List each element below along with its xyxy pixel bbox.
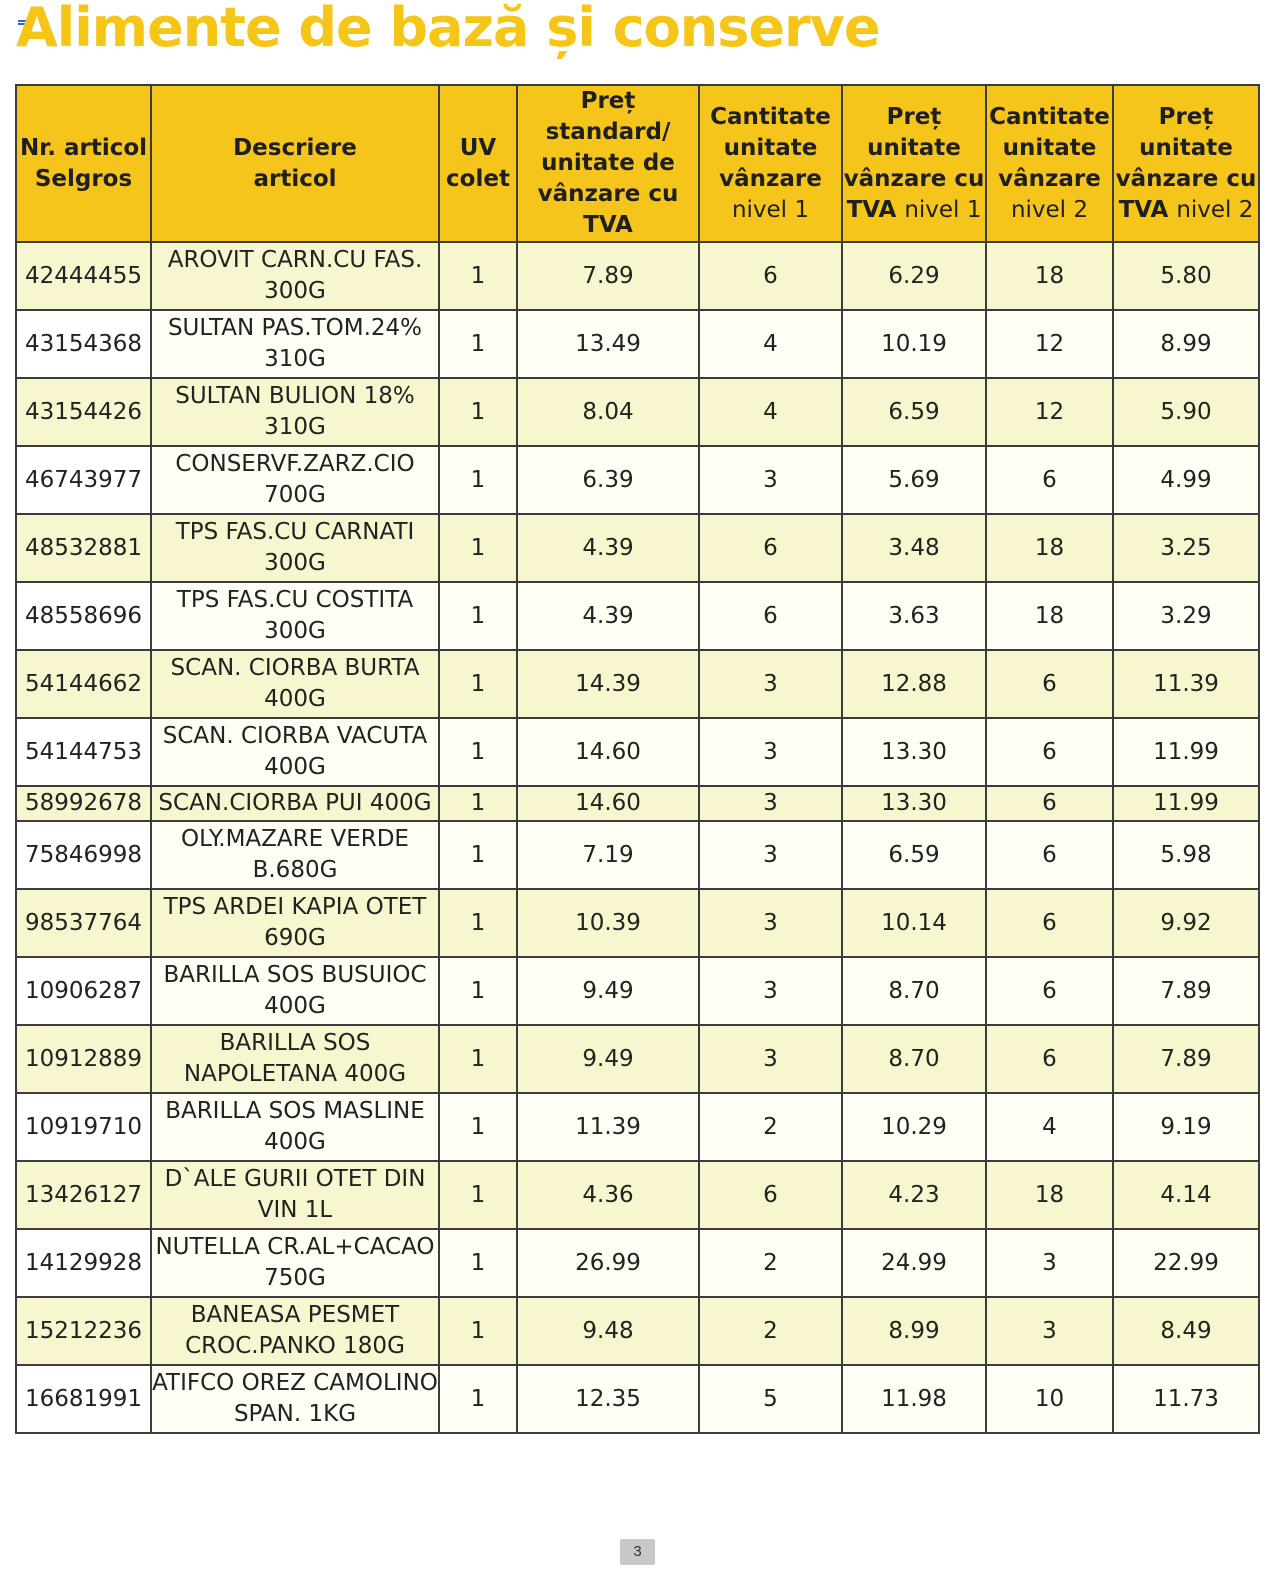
table-row (16, 957, 1259, 1025)
table-row (16, 650, 1259, 718)
uv-colet-cell: 1 (439, 242, 517, 310)
table-row (16, 1229, 1259, 1297)
standard-price-cell: 7.89 (517, 242, 699, 310)
header-pret-nivel1: Preț unitate vânzare cu TVA nivel 1 (842, 85, 986, 242)
price-level1-cell: 6.59 (842, 378, 986, 446)
header-descriere: Descriere articol (151, 85, 439, 242)
quantity-level1-cell: 3 (699, 889, 842, 957)
quantity-level2-cell: 18 (986, 582, 1113, 650)
price-level1-cell: 11.98 (842, 1365, 986, 1433)
table-row (16, 1365, 1259, 1433)
description-cell: BARILLA SOS NAPOLETANA 400G (151, 1025, 439, 1093)
table-row (16, 889, 1259, 957)
table-header-row (16, 85, 1259, 242)
uv-colet-cell: 1 (439, 378, 517, 446)
quantity-level2-cell: 10 (986, 1365, 1113, 1433)
price-level1-cell: 8.99 (842, 1297, 986, 1365)
price-level1-cell: 6.59 (842, 821, 986, 889)
quantity-level1-cell: 3 (699, 786, 842, 821)
table-row (16, 1297, 1259, 1365)
quantity-level2-cell: 6 (986, 821, 1113, 889)
quantity-level1-cell: 4 (699, 378, 842, 446)
table-row (16, 1093, 1259, 1161)
price-level2-cell: 8.99 (1113, 310, 1259, 378)
article-number-cell: 54144662 (16, 650, 151, 718)
quantity-level2-cell: 18 (986, 1161, 1113, 1229)
quantity-level1-cell: 6 (699, 1161, 842, 1229)
header-pret-standard: Preț standard/ unitate de vânzare cu TVA (517, 85, 699, 242)
price-level1-cell: 24.99 (842, 1229, 986, 1297)
price-level2-cell: 5.98 (1113, 821, 1259, 889)
uv-colet-cell: 1 (439, 957, 517, 1025)
uv-colet-cell: 1 (439, 1025, 517, 1093)
uv-colet-cell: 1 (439, 1229, 517, 1297)
article-number-cell: 43154368 (16, 310, 151, 378)
price-level1-cell: 10.14 (842, 889, 986, 957)
quantity-level2-cell: 6 (986, 786, 1113, 821)
quantity-level2-cell: 6 (986, 446, 1113, 514)
table-row (16, 310, 1259, 378)
uv-colet-cell: 1 (439, 1365, 517, 1433)
quantity-level1-cell: 6 (699, 582, 842, 650)
price-level2-cell: 8.49 (1113, 1297, 1259, 1365)
quantity-level2-cell: 18 (986, 514, 1113, 582)
standard-price-cell: 7.19 (517, 821, 699, 889)
header-pret-nivel2: Preț unitate vânzare cu TVA nivel 2 (1113, 85, 1259, 242)
quantity-level1-cell: 4 (699, 310, 842, 378)
quantity-level2-cell: 6 (986, 1025, 1113, 1093)
price-level1-cell: 3.48 (842, 514, 986, 582)
description-cell: TPS FAS.CU CARNATI 300G (151, 514, 439, 582)
quantity-level1-cell: 3 (699, 957, 842, 1025)
standard-price-cell: 10.39 (517, 889, 699, 957)
quantity-level2-cell: 12 (986, 378, 1113, 446)
description-cell: SULTAN BULION 18% 310G (151, 378, 439, 446)
quantity-level2-cell: 4 (986, 1093, 1113, 1161)
table-row (16, 514, 1259, 582)
table-row (16, 786, 1259, 821)
quantity-level2-cell: 6 (986, 718, 1113, 786)
standard-price-cell: 9.48 (517, 1297, 699, 1365)
description-cell: AROVIT CARN.CU FAS. 300G (151, 242, 439, 310)
uv-colet-cell: 1 (439, 650, 517, 718)
price-level2-cell: 11.99 (1113, 786, 1259, 821)
header-cantitate-nivel2: Cantitate unitate vânzare nivel 2 (986, 85, 1113, 242)
table-row (16, 1025, 1259, 1093)
price-level1-cell: 10.29 (842, 1093, 986, 1161)
price-level1-cell: 3.63 (842, 582, 986, 650)
article-number-cell: 13426127 (16, 1161, 151, 1229)
standard-price-cell: 11.39 (517, 1093, 699, 1161)
description-cell: BARILLA SOS BUSUIOC 400G (151, 957, 439, 1025)
quantity-level1-cell: 3 (699, 1025, 842, 1093)
price-level1-cell: 4.23 (842, 1161, 986, 1229)
page-title: Alimente de bază și conserve (16, 0, 880, 59)
description-cell: ATIFCO OREZ CAMOLINO SPAN. 1KG (151, 1365, 439, 1433)
price-level1-cell: 6.29 (842, 242, 986, 310)
description-cell: D`ALE GURII OTET DIN VIN 1L (151, 1161, 439, 1229)
uv-colet-cell: 1 (439, 514, 517, 582)
description-cell: BARILLA SOS MASLINE 400G (151, 1093, 439, 1161)
price-level1-cell: 13.30 (842, 718, 986, 786)
quantity-level1-cell: 3 (699, 650, 842, 718)
table-row (16, 378, 1259, 446)
price-level2-cell: 9.19 (1113, 1093, 1259, 1161)
price-level2-cell: 5.80 (1113, 242, 1259, 310)
header-nr-articol: Nr. articol Selgros (16, 85, 151, 242)
price-level1-cell: 8.70 (842, 957, 986, 1025)
quantity-level2-cell: 6 (986, 889, 1113, 957)
article-number-cell: 58992678 (16, 786, 151, 821)
description-cell: OLY.MAZARE VERDE B.680G (151, 821, 439, 889)
article-number-cell: 42444455 (16, 242, 151, 310)
quantity-level1-cell: 6 (699, 514, 842, 582)
article-number-cell: 10906287 (16, 957, 151, 1025)
description-cell: SULTAN PAS.TOM.24% 310G (151, 310, 439, 378)
price-table (15, 84, 1260, 1434)
article-number-cell: 43154426 (16, 378, 151, 446)
price-level2-cell: 7.89 (1113, 1025, 1259, 1093)
table-row (16, 446, 1259, 514)
table-row (16, 718, 1259, 786)
quantity-level2-cell: 18 (986, 242, 1113, 310)
description-cell: TPS ARDEI KAPIA OTET 690G (151, 889, 439, 957)
uv-colet-cell: 1 (439, 821, 517, 889)
quantity-level1-cell: 3 (699, 821, 842, 889)
article-number-cell: 10912889 (16, 1025, 151, 1093)
description-cell: CONSERVF.ZARZ.CIO 700G (151, 446, 439, 514)
quantity-level2-cell: 3 (986, 1229, 1113, 1297)
price-level2-cell: 11.73 (1113, 1365, 1259, 1433)
description-cell: BANEASA PESMET CROC.PANKO 180G (151, 1297, 439, 1365)
uv-colet-cell: 1 (439, 718, 517, 786)
standard-price-cell: 13.49 (517, 310, 699, 378)
price-level2-cell: 11.99 (1113, 718, 1259, 786)
quantity-level1-cell: 3 (699, 718, 842, 786)
standard-price-cell: 8.04 (517, 378, 699, 446)
quantity-level2-cell: 6 (986, 957, 1113, 1025)
table-row (16, 1161, 1259, 1229)
table-row (16, 242, 1259, 310)
uv-colet-cell: 1 (439, 1093, 517, 1161)
uv-colet-cell: 1 (439, 786, 517, 821)
price-level1-cell: 5.69 (842, 446, 986, 514)
uv-colet-cell: 1 (439, 889, 517, 957)
standard-price-cell: 12.35 (517, 1365, 699, 1433)
article-number-cell: 54144753 (16, 718, 151, 786)
standard-price-cell: 9.49 (517, 1025, 699, 1093)
header-uv-colet: UV colet (439, 85, 517, 242)
price-level2-cell: 3.25 (1113, 514, 1259, 582)
header-cantitate-nivel1: Cantitate unitate vânzare nivel 1 (699, 85, 842, 242)
description-cell: SCAN. CIORBA VACUTA 400G (151, 718, 439, 786)
standard-price-cell: 4.36 (517, 1161, 699, 1229)
price-level1-cell: 12.88 (842, 650, 986, 718)
standard-price-cell: 4.39 (517, 514, 699, 582)
quantity-level2-cell: 6 (986, 650, 1113, 718)
uv-colet-cell: 1 (439, 1297, 517, 1365)
description-cell: TPS FAS.CU COSTITA 300G (151, 582, 439, 650)
article-number-cell: 48558696 (16, 582, 151, 650)
price-level1-cell: 13.30 (842, 786, 986, 821)
standard-price-cell: 6.39 (517, 446, 699, 514)
quantity-level1-cell: 2 (699, 1093, 842, 1161)
price-level2-cell: 3.29 (1113, 582, 1259, 650)
quantity-level1-cell: 3 (699, 446, 842, 514)
price-level2-cell: 7.89 (1113, 957, 1259, 1025)
table-row (16, 582, 1259, 650)
uv-colet-cell: 1 (439, 446, 517, 514)
standard-price-cell: 14.60 (517, 718, 699, 786)
price-level2-cell: 11.39 (1113, 650, 1259, 718)
price-level2-cell: 9.92 (1113, 889, 1259, 957)
price-level2-cell: 22.99 (1113, 1229, 1259, 1297)
article-number-cell: 98537764 (16, 889, 151, 957)
article-number-cell: 16681991 (16, 1365, 151, 1433)
article-number-cell: 46743977 (16, 446, 151, 514)
article-number-cell: 15212236 (16, 1297, 151, 1365)
uv-colet-cell: 1 (439, 310, 517, 378)
article-number-cell: 48532881 (16, 514, 151, 582)
standard-price-cell: 9.49 (517, 957, 699, 1025)
price-level1-cell: 10.19 (842, 310, 986, 378)
price-level2-cell: 4.14 (1113, 1161, 1259, 1229)
standard-price-cell: 26.99 (517, 1229, 699, 1297)
standard-price-cell: 14.39 (517, 650, 699, 718)
standard-price-cell: 14.60 (517, 786, 699, 821)
quantity-level1-cell: 6 (699, 242, 842, 310)
article-number-cell: 75846998 (16, 821, 151, 889)
quantity-level2-cell: 3 (986, 1297, 1113, 1365)
description-cell: SCAN.CIORBA PUI 400G (151, 786, 439, 821)
article-number-cell: 14129928 (16, 1229, 151, 1297)
price-level2-cell: 4.99 (1113, 446, 1259, 514)
description-cell: SCAN. CIORBA BURTA 400G (151, 650, 439, 718)
quantity-level2-cell: 12 (986, 310, 1113, 378)
price-level1-cell: 8.70 (842, 1025, 986, 1093)
article-number-cell: 10919710 (16, 1093, 151, 1161)
standard-price-cell: 4.39 (517, 582, 699, 650)
uv-colet-cell: 1 (439, 1161, 517, 1229)
table-body (16, 242, 1259, 1433)
quantity-level1-cell: 5 (699, 1365, 842, 1433)
price-level2-cell: 5.90 (1113, 378, 1259, 446)
page-number: 3 (620, 1539, 655, 1565)
table-row (16, 821, 1259, 889)
description-cell: NUTELLA CR.AL+CACAO 750G (151, 1229, 439, 1297)
quantity-level1-cell: 2 (699, 1229, 842, 1297)
uv-colet-cell: 1 (439, 582, 517, 650)
quantity-level1-cell: 2 (699, 1297, 842, 1365)
